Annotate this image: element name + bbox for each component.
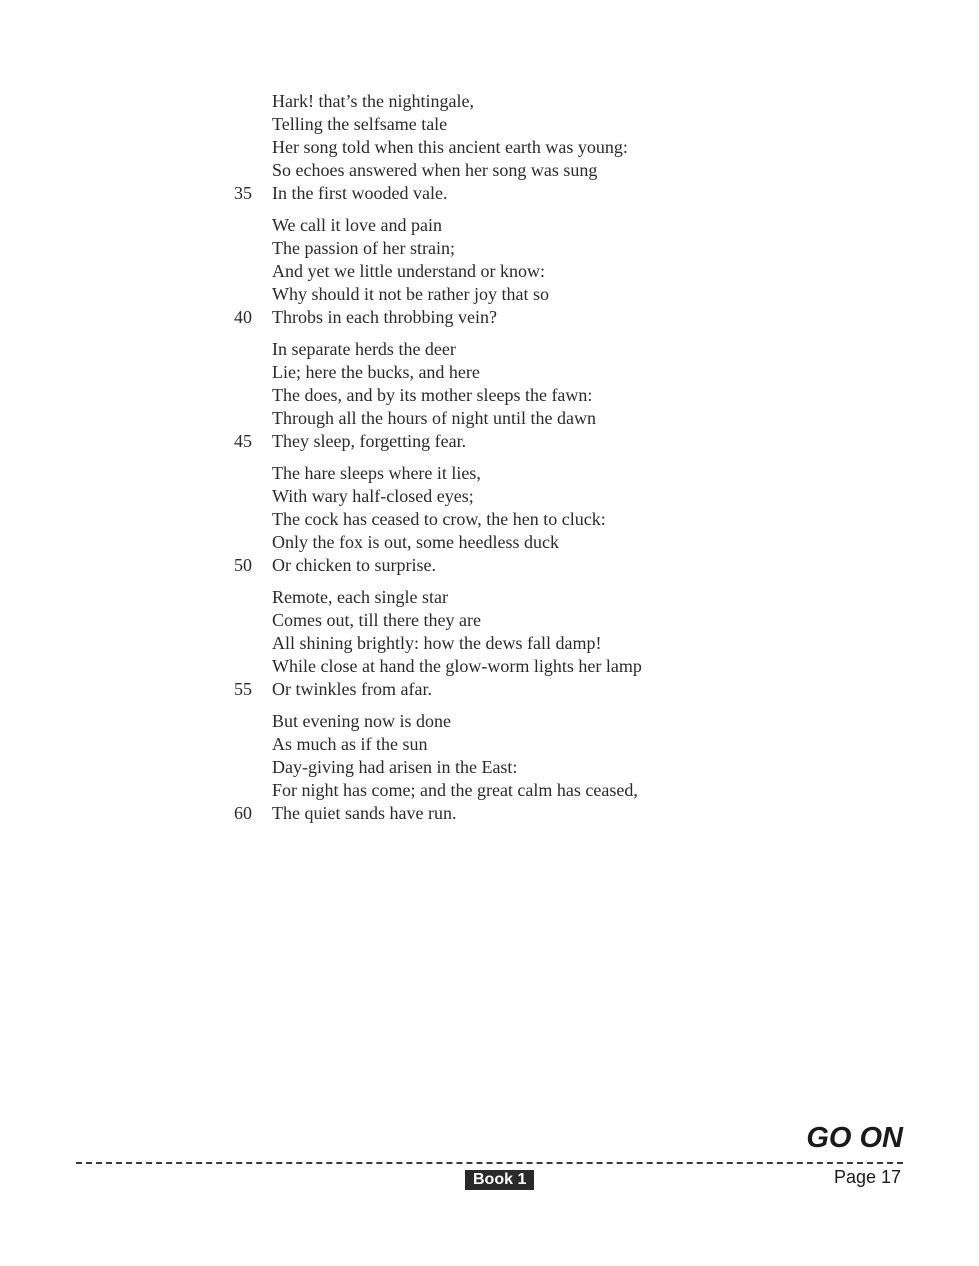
line-text: With wary half-closed eyes; [272,486,474,506]
line-number: 40 [234,307,252,327]
stanza [0,586,979,701]
line-text: Telling the selfsame tale [272,114,448,134]
line-text: Throbs in each throbbing vein? [272,307,497,327]
line-number: 60 [234,803,252,823]
poem-line [0,407,979,430]
poem-line [0,159,979,182]
line-text: Comes out, till there they are [272,610,481,630]
line-number: 45 [234,431,252,451]
poem-line [0,655,979,678]
line-text: The passion of her strain; [272,238,455,258]
line-text: The quiet sands have run. [272,803,457,823]
poem-line [0,90,979,113]
poem-line [0,384,979,407]
line-text: For night has come; and the great calm has ceased, [272,780,638,800]
stanza [0,214,979,329]
poem-line [0,136,979,159]
poem-line [0,260,979,283]
line-text: So echoes answered when her song was sung [272,160,598,180]
line-text: Through all the hours of night until the dawn [272,408,596,428]
poem-line [0,779,979,802]
line-text: Or twinkles from afar. [272,679,432,699]
poem-line [0,182,979,205]
poem-line [0,554,979,577]
line-text: The hare sleeps where it lies, [272,463,481,483]
line-text: In separate herds the deer [272,339,456,359]
line-text: The does, and by its mother sleeps the fawn: [272,385,593,405]
stanza [0,338,979,453]
line-text: Day-giving had arisen in the East: [272,757,518,777]
poem-line [0,485,979,508]
line-text: Why should it not be rather joy that so [272,284,549,304]
line-text: As much as if the sun [272,734,428,754]
poem-line [0,113,979,136]
line-text: We call it love and pain [272,215,442,235]
poem-line [0,632,979,655]
poem-line [0,306,979,329]
poem-line [0,733,979,756]
line-text: And yet we little understand or know: [272,261,545,281]
poem-line [0,430,979,453]
poem-line [0,678,979,701]
poem-line [0,508,979,531]
poem-line [0,338,979,361]
book-badge: Book 1 [465,1170,534,1190]
line-text: But evening now is done [272,711,451,731]
line-text: All shining brightly: how the dews fall damp! [272,633,602,653]
line-number: 35 [234,183,252,203]
line-text: While close at hand the glow-worm lights her lamp [272,656,642,676]
line-text: Or chicken to surprise. [272,555,436,575]
poem-body [0,90,979,834]
stanza [0,90,979,205]
poem-line [0,802,979,825]
poem-line [0,361,979,384]
poem-line [0,283,979,306]
poem-line [0,710,979,733]
line-text: In the first wooded vale. [272,183,448,203]
line-text: Only the fox is out, some heedless duck [272,532,559,552]
poem-line [0,609,979,632]
line-number: 55 [234,679,252,699]
go-on-label: GO ON [806,1122,903,1154]
line-text: The cock has ceased to crow, the hen to cluck: [272,509,606,529]
poem-line [0,531,979,554]
line-text: They sleep, forgetting fear. [272,431,467,451]
line-text: Lie; here the bucks, and here [272,362,480,382]
line-text: Remote, each single star [272,587,448,607]
poem-line [0,756,979,779]
line-number: 50 [234,555,252,575]
stanza [0,462,979,577]
stanza [0,710,979,825]
poem-line [0,586,979,609]
dashed-divider [76,1162,903,1164]
poem-line [0,237,979,260]
poem-line [0,462,979,485]
poem-line [0,214,979,237]
line-text: Hark! that’s the nightingale, [272,91,474,111]
line-text: Her song told when this ancient earth was young: [272,137,628,157]
page-number: Page 17 [833,1167,901,1187]
